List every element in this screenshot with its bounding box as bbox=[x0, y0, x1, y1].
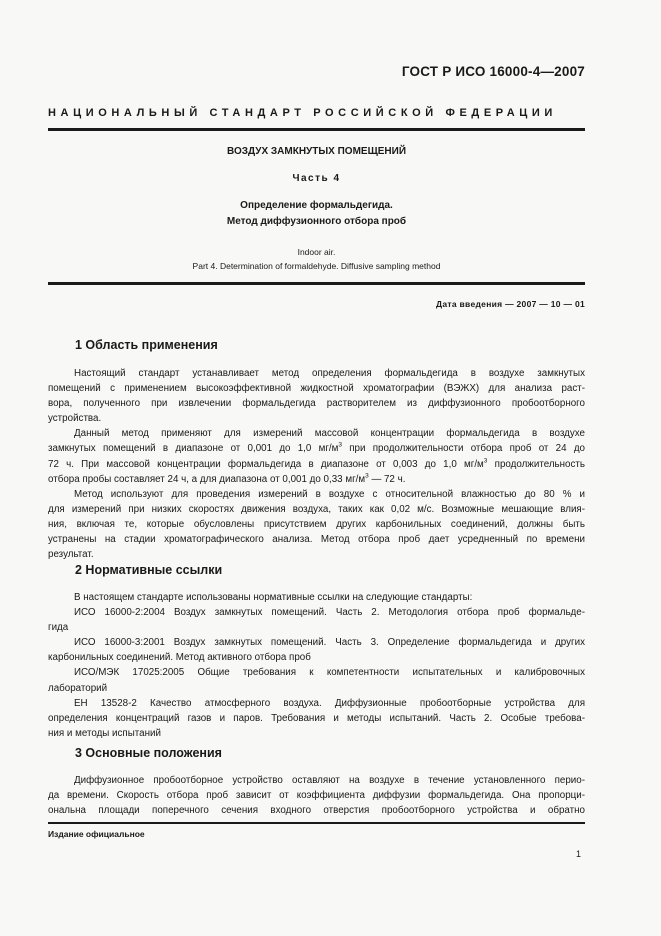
text-line: да времени. Скорость отбора проб зависит от коэффициента диффузии формальдегида. Она пропорци- bbox=[48, 790, 585, 802]
subtitle-line-2: Метод диффузионного отбора проб bbox=[226, 216, 407, 227]
text-line: лабораторий bbox=[48, 682, 108, 694]
text-line: гида bbox=[48, 622, 69, 634]
national-standard-heading: НАЦИОНАЛЬНЫЙ СТАНДАРТ РОССИЙСКОЙ ФЕДЕРАЦИИ bbox=[48, 107, 557, 119]
effective-date: Дата введения — 2007 — 10 — 01 bbox=[435, 299, 585, 309]
text-line: ния, включая те, которые обусловлены присутствием других карбонильных соединений, должны быть bbox=[48, 518, 585, 530]
document-page bbox=[48, 0, 585, 936]
english-title-line-2: Part 4. Determination of formaldehyde. Diffusive sampling method bbox=[192, 261, 441, 271]
text-line: устранены на стадии хроматографического анализа. Метод отбора проб дает усредненный по времени bbox=[48, 534, 585, 546]
section-1-heading: 1 Область применения bbox=[75, 338, 218, 352]
text-line: В настоящем стандарте использованы нормативные ссылки на следующие стандарты: bbox=[74, 592, 473, 603]
text-line: ния и методы испытаний bbox=[48, 727, 161, 739]
section-2-body bbox=[48, 590, 585, 741]
text-line: Настоящий стандарт устанавливает метод определения формальдегида в воздухе замкнутых bbox=[74, 368, 585, 379]
section-3-body bbox=[48, 773, 585, 818]
section-2-heading: 2 Нормативные ссылки bbox=[75, 563, 223, 577]
text-line: вора, полученного при извлечении формальдегида растворителем из диффузионного пробоотборного bbox=[48, 398, 585, 410]
text-line: результат. bbox=[48, 549, 94, 561]
text-line: определения концентраций газов и паров. Требования и методы испытаний. Часть 2. Особые требова- bbox=[48, 712, 585, 724]
text-line: Диффузионное пробоотборное устройство оставляют на воздухе в течение установленного перио- bbox=[74, 775, 585, 786]
section-1-body bbox=[48, 366, 585, 562]
text-line: ональна площади поперечного сечения входного отверстия пробоотборного устройства и обратно bbox=[48, 805, 585, 817]
official-edition-label: Издание официальное bbox=[48, 829, 145, 839]
text-line: карбонильных соединений. Метод активного отбора проб bbox=[48, 652, 311, 664]
subtitle-line-1: Определение формальдегида. bbox=[240, 200, 393, 211]
footer-rule bbox=[48, 822, 585, 824]
text-line: помещений с применением высокоэффективной жидкостной хроматографии (ВЭЖХ) для анализа раст- bbox=[48, 383, 585, 395]
text-line: 72 ч. При массовой концентрации формальдегида в диапазоне от 0,003 до 1,0 $мг/м^3$ продолжительность bbox=[48, 457, 585, 470]
text-line: устройства. bbox=[48, 413, 102, 425]
section-3-heading: 3 Основные положения bbox=[75, 746, 222, 760]
text-line: Метод используют для проведения измерений в воздухе с относительной влажностью до 80 % и bbox=[74, 488, 585, 500]
document-title: ВОЗДУХ ЗАМКНУТЫХ ПОМЕЩЕНИЙ bbox=[226, 146, 407, 157]
title-rule bbox=[48, 282, 585, 285]
text-line: для измерений при низких скоростях движения воздуха, таких как 0,02 м/с. Возможные мешающие влия- bbox=[48, 503, 585, 515]
page-number: 1 bbox=[575, 849, 581, 859]
text-line: замкнутых помещений в диапазоне от 0,001 до 1,0 $мг/м^3$ при продолжительности отбора проб от 24 до bbox=[48, 442, 585, 455]
text-line: ИСО 16000-3:2001 Воздух замкнутых помещений. Часть 3. Определение формальдегида и других bbox=[74, 637, 585, 649]
english-title-line-1: Indoor air. bbox=[297, 247, 336, 257]
text-line: Данный метод применяют для измерений массовой концентрации формальдегида в воздухе bbox=[74, 428, 585, 440]
text-line: ИСО/МЭК 17025:2005 Общие требования к компетентности испытательных и калибровочных bbox=[74, 667, 585, 679]
text-line: ИСО 16000-2:2004 Воздух замкнутых помещений. Часть 2. Методология отбора проб формальде- bbox=[74, 607, 585, 619]
text-line: ЕН 13528-2 Качество атмосферного воздуха. Диффузионные пробоотборные устройства для bbox=[74, 697, 585, 709]
document-id: ГОСТ Р ИСО 16000-4—2007 bbox=[401, 64, 585, 79]
text-line: отбора пробы составляет 24 ч, а для диапазона от 0,001 до 0,33 $мг/м^3$ — 72 ч. bbox=[48, 472, 406, 485]
header-rule bbox=[48, 128, 585, 131]
part-label: Часть 4 bbox=[292, 173, 341, 184]
